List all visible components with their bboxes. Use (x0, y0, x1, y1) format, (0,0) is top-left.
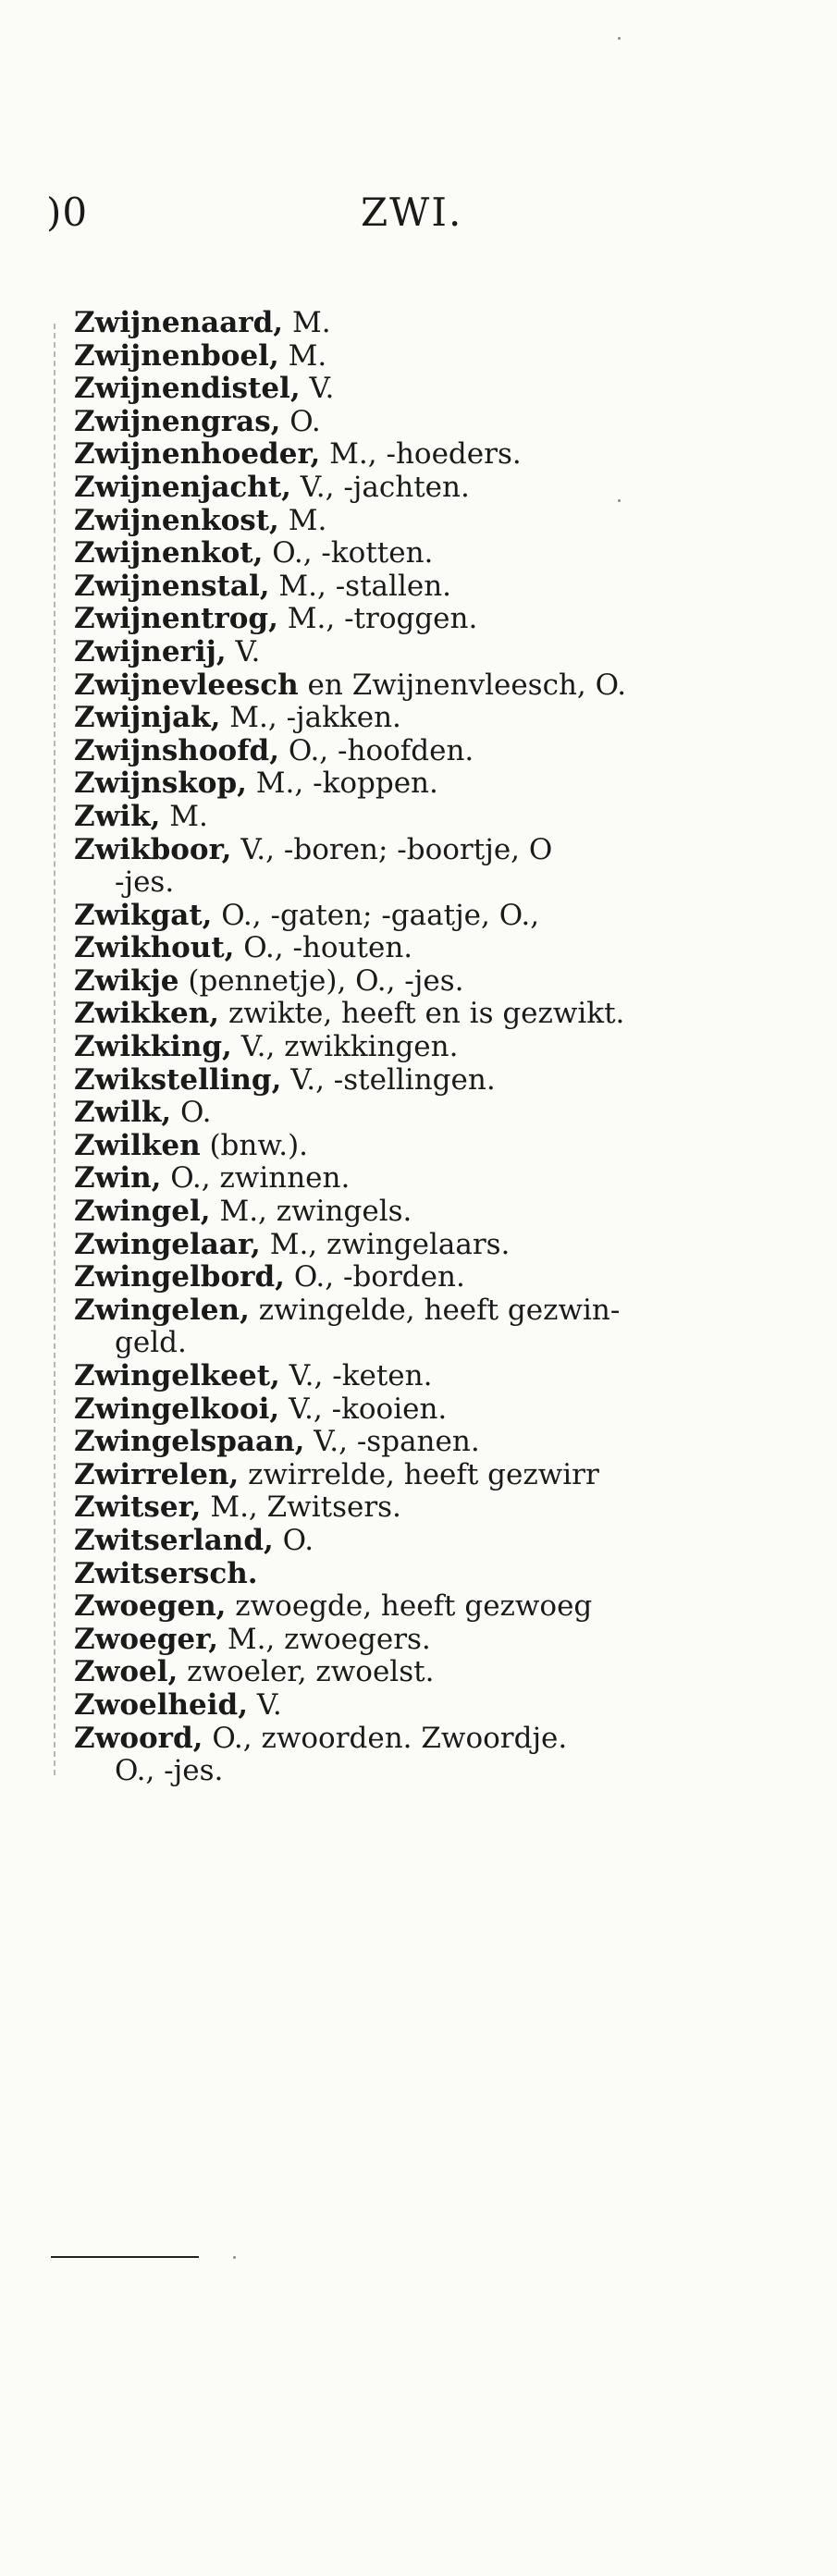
dictionary-entry (74, 636, 749, 669)
entry-headword: Zwitserland, (74, 1523, 274, 1557)
dictionary-entry (74, 1624, 749, 1657)
footer-rule (51, 2256, 199, 2258)
entry-definition: V. (300, 372, 335, 406)
entry-headword: Zwijnenstal, (74, 569, 270, 603)
entry-definition: zwoegde, heeft gezwoeg (226, 1589, 593, 1624)
entry-headword: Zwijnentrog, (74, 602, 278, 636)
entry-continuation: O., -jes. (115, 1754, 224, 1788)
entry-definition: M., -troggen. (277, 602, 478, 636)
entry-definition: V., -keten. (279, 1359, 433, 1392)
dictionary-entry (74, 472, 749, 505)
entry-continuation: -jes. (115, 865, 175, 900)
entry-definition: O., -kotten. (263, 536, 434, 570)
dictionary-entry (74, 1294, 749, 1328)
dictionary-entry (74, 1196, 749, 1229)
entry-headword: Zwikhout, (74, 931, 235, 965)
scan-speck (233, 2256, 236, 2259)
entry-headword: Zwingel, (74, 1195, 211, 1229)
dictionary-entry (74, 307, 749, 340)
entry-headword: Zwitsersch. (74, 1556, 258, 1590)
entry-headword: Zwikstelling, (74, 1062, 282, 1097)
entry-headword: Zwijnenboel, (74, 338, 279, 373)
dictionary-entry (74, 1723, 749, 1756)
entry-headword: Zwingelkeet, (74, 1359, 280, 1392)
dictionary-entry (74, 1097, 749, 1130)
entry-headword: Zwijnenhoeder, (74, 437, 321, 472)
entry-headword: Zwingelen, (74, 1293, 250, 1327)
entry-definition: zwingelde, heeft gezwin- (249, 1293, 621, 1327)
entry-headword: Zwijnerij, (74, 634, 227, 669)
dictionary-entry (74, 1031, 749, 1064)
dictionary-entry (74, 735, 749, 768)
entry-definition: M., zwingels. (210, 1195, 412, 1229)
entry-definition: O., zwinnen. (161, 1161, 351, 1196)
entry-headword: Zwingelaar, (74, 1227, 261, 1261)
entry-headword: Zwikking, (74, 1030, 232, 1064)
entry-headword: Zwoegen, (74, 1589, 227, 1624)
dictionary-entry (74, 1360, 749, 1393)
entry-definition: zwirrelde, heeft gezwirr (239, 1457, 599, 1491)
entry-headword: Zwik, (74, 799, 161, 833)
entry-definition: M. (278, 338, 327, 373)
dictionary-entry (74, 1491, 749, 1525)
entry-definition: V., -jachten. (290, 470, 470, 504)
dictionary-entry (74, 1656, 749, 1689)
margin-rule (54, 324, 55, 1775)
scan-speck (618, 499, 621, 502)
entry-definition: O., -borden. (284, 1260, 465, 1294)
entry-definition: zwikte, heeft en is gezwikt. (219, 997, 625, 1031)
entry-definition: V., zwikkingen. (231, 1030, 459, 1064)
entry-headword: Zwitser, (74, 1490, 202, 1525)
entry-definition: O. (280, 404, 321, 438)
entry-definition: (pennetje), O., -jes. (178, 963, 464, 998)
entry-definition: O. (171, 1096, 212, 1130)
dictionary-entry (74, 438, 749, 472)
dictionary-entry (74, 1459, 749, 1492)
entry-definition: (bnw.). (200, 1128, 309, 1162)
dictionary-entry (74, 801, 749, 834)
dictionary-entry (74, 340, 749, 374)
dictionary-entry (74, 1426, 749, 1459)
entry-definition: M. (160, 799, 208, 833)
entry-definition: V., -stellingen. (281, 1062, 496, 1097)
dictionary-entry (74, 1558, 749, 1591)
entry-headword: Zwijnevleesch (74, 668, 299, 702)
entry-headword: Zwilk, (74, 1096, 172, 1130)
dictionary-entries (74, 307, 749, 1788)
entry-definition: M., -stallen. (269, 569, 452, 603)
entry-definition: V., -spanen. (304, 1425, 480, 1459)
entry-definition: O., -gaten; -gaatje, O., (212, 898, 540, 932)
entry-definition: V., -boren; -boortje, O (231, 832, 553, 866)
dictionary-entry (74, 1590, 749, 1624)
dictionary-entry (74, 1130, 749, 1163)
dictionary-entry (74, 1162, 749, 1196)
dictionary-entry (74, 373, 749, 406)
scan-speck (618, 37, 621, 40)
entry-headword: Zwijnengras, (74, 404, 281, 438)
entry-headword: Zwingelspaan, (74, 1425, 305, 1459)
dictionary-entry (74, 1689, 749, 1723)
entry-headword: Zwijnendistel, (74, 372, 301, 406)
entry-definition: M. (278, 503, 327, 537)
dictionary-entry (74, 603, 749, 636)
entry-headword: Zwoel, (74, 1655, 178, 1689)
entry-definition: V. (248, 1687, 282, 1722)
entry-headword: Zwijnenkost, (74, 503, 279, 537)
entry-definition: M., zwingelaars. (260, 1227, 511, 1261)
dictionary-entry (74, 505, 749, 538)
entry-definition: O. (273, 1523, 314, 1557)
dictionary-entry (74, 537, 749, 570)
running-head: ZWI. (361, 190, 463, 235)
entry-headword: Zwijnshoofd, (74, 733, 279, 767)
entry-definition: O., -hoofden. (279, 733, 474, 767)
dictionary-entry (74, 1525, 749, 1558)
entry-headword: Zwikboor, (74, 832, 232, 866)
entry-headword: Zwoelheid, (74, 1687, 248, 1722)
entry-continuation: geld. (115, 1326, 187, 1360)
entry-definition: M., -jakken. (220, 701, 401, 735)
entry-definition: M., -koppen. (246, 767, 438, 801)
dictionary-entry (74, 1393, 749, 1427)
dictionary-entry (74, 1229, 749, 1262)
entry-headword: Zwoord, (74, 1721, 203, 1755)
entry-headword: Zwijnskop, (74, 767, 247, 801)
entry-definition: V. (226, 634, 261, 669)
entry-definition: M. (283, 306, 331, 339)
entry-headword: Zwijnjak, (74, 701, 221, 735)
entry-headword: Zwikgat, (74, 898, 213, 932)
dictionary-entry (74, 1261, 749, 1294)
entry-definition: M., Zwitsers. (201, 1490, 401, 1525)
dictionary-entry (74, 570, 749, 604)
page-number: )0 (46, 190, 89, 235)
dictionary-entry (74, 932, 749, 965)
dictionary-entry (74, 702, 749, 735)
entry-headword: Zwingelkooi, (74, 1392, 280, 1426)
dictionary-entry (74, 900, 749, 933)
entry-headword: Zwikken, (74, 997, 220, 1031)
entry-headword: Zwikje (74, 963, 179, 998)
dictionary-entry (74, 406, 749, 439)
entry-definition: en Zwijnenvleesch, O. (298, 668, 627, 702)
entry-headword: Zwingelbord, (74, 1260, 285, 1294)
entry-headword: Zwijnenaard, (74, 306, 284, 339)
entry-headword: Zwirrelen, (74, 1457, 240, 1491)
entry-definition: O., -houten. (234, 931, 413, 965)
entry-headword: Zwin, (74, 1161, 162, 1196)
entry-definition: V., -kooien. (279, 1392, 448, 1426)
entry-definition: O., zwoorden. Zwoordje. (203, 1721, 568, 1755)
dictionary-entry (74, 998, 749, 1031)
entry-headword: Zwijnenjacht, (74, 470, 291, 504)
dictionary-entry (74, 965, 749, 999)
dictionary-entry (74, 834, 749, 867)
entry-headword: Zwoeger, (74, 1622, 218, 1656)
dictionary-entry (74, 669, 749, 703)
entry-definition: M., -hoeders. (320, 437, 522, 472)
entry-definition: M., zwoegers. (217, 1622, 431, 1656)
entry-definition: zwoeler, zwoelst. (178, 1655, 435, 1689)
entry-headword: Zwijnenkot, (74, 536, 264, 570)
dictionary-entry (74, 767, 749, 801)
dictionary-entry (74, 1064, 749, 1098)
entry-headword: Zwilken (74, 1128, 201, 1162)
